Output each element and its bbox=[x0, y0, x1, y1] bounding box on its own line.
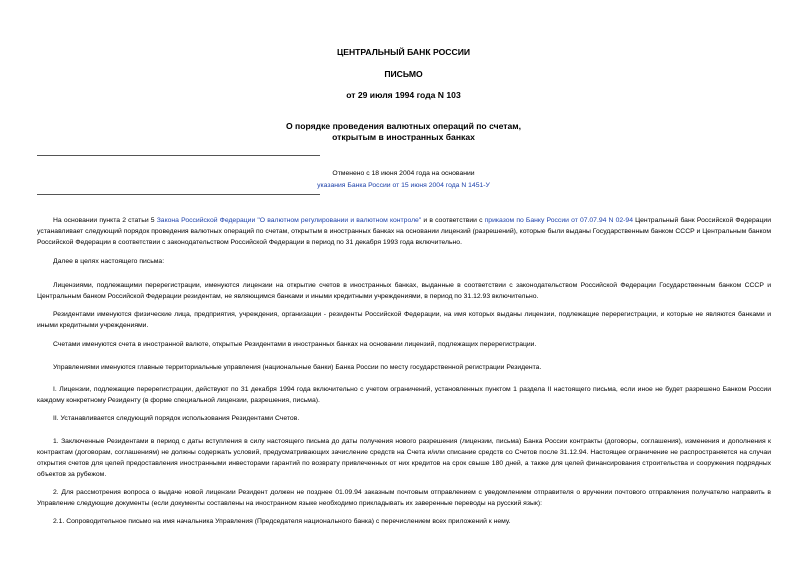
paragraph-intro bbox=[37, 215, 771, 248]
document-type-heading: ПИСЬМО bbox=[384, 69, 423, 79]
repeal-note-link-line bbox=[0, 180, 807, 191]
repeal-note-text: Отменено с 18 июня 2004 года на основании bbox=[332, 170, 475, 177]
paragraph-intro-text-a: На основании пункта 2 статьи 5 bbox=[53, 217, 157, 224]
paragraph-item-2-1: 2.1. Сопроводительное письмо на имя начальника Управления (Председателя национального банка) с перечислением всех приложений к нему. bbox=[53, 518, 511, 525]
paragraph-item-2: 2. Для рассмотрения вопроса о выдаче новой лицензии Резидент должен не позднее 01.09.94 заказным почтовым отправлением с уведомлением отправителя о вручении почтового отправления получателю направить в Управление следующие документы (если документы составлены на иностранном языке необходимо прикладывать их заверенные переводы на русский язык): bbox=[37, 489, 771, 507]
document-title-line-2: открытым в иностранных банках bbox=[332, 132, 475, 142]
paragraph-residents-definition: Резидентами именуются физические лица, предприятия, учреждения, организации - резиденты Российской Федерации, на имя которых выданы лицензии, подлежащие перерегистрации, и которые не являются банками и иными кредитными учреждениями. bbox=[37, 311, 771, 329]
paragraph-section-1: I. Лицензии, подлежащие перерегистрации, действуют по 31 декабря 1994 года включительно с учетом ограничений, установленных пунктом 1 раздела II настоящего письма, если иное не будет разрешено Банком России каждому конкретному Резиденту (в форме специальной лицензии, разрешения, письма). bbox=[37, 386, 771, 404]
paragraph-accounts-definition: Счетами именуются счета в иностранной валюте, открытые Резидентами в иностранных банках на основании лицензий, подлежащих перерегистрации. bbox=[53, 341, 537, 348]
paragraph-definitions-intro: Далее в целях настоящего письма: bbox=[53, 258, 165, 265]
document-title bbox=[0, 121, 807, 143]
bank-order-link[interactable]: приказом по Банку России от 07.07.94 N 02-94 bbox=[484, 217, 633, 224]
note-divider-bottom bbox=[37, 194, 320, 195]
paragraph-intro-text-b: и в соответствии с bbox=[421, 217, 485, 224]
note-divider-top bbox=[37, 155, 320, 156]
document-date-heading: от 29 июля 1994 года N 103 bbox=[346, 90, 461, 100]
issuer-heading: ЦЕНТРАЛЬНЫЙ БАНК РОССИИ bbox=[336, 47, 471, 57]
paragraph-section-2-heading: II. Устанавливается следующий порядок использования Резидентами Счетов. bbox=[53, 415, 300, 422]
currency-law-link[interactable]: Закона Российской Федерации "О валютном регулировании и валютном контроле" bbox=[156, 217, 422, 224]
paragraph-administrations-definition: Управлениями именуются главные территориальные управления (национальные банки) Банка России по месту государственной регистрации Резидента. bbox=[53, 364, 542, 371]
paragraph-item-1: 1. Заключенные Резидентами в период с даты вступления в силу настоящего письма до даты получения нового разрешения (лицензии, письма) Банка России контракты (договоры, соглашения), изменения и дополнения к контрактам (договорам, соглашениям) не должны содержать условий, предусматривающих зачисление средств на Счета и/или списание средств со Счетов после 31.12.94. Настоящее ограничение не распространяется на случаи открытия счетов для целей предоставления иностранными инвесторами гарантий по возврату привлеченных от них кредитов на срок свыше 180 дней, а также для целей финансирования строительства и сооружения подрядных объектов за рубежом. bbox=[37, 438, 771, 478]
paragraph-licenses-definition: Лицензиями, подлежащими перерегистрации, именуются лицензии на открытие счетов в иностранных банках, выданные в соответствии с законодательством Российской Федерации Государственным банком СССР и Центральным банком Российской Федерации резидентам, не являющимся банками и иными кредитными учреждениями, в период по 31.12.93 включительно. bbox=[37, 282, 771, 300]
repeal-directive-link[interactable]: указания Банка России от 15 июня 2004 года N 1451-У bbox=[317, 182, 490, 189]
paragraph-intro-text-c: Центральный банк Российской Федерации устанавливает следующий порядок проведения валютных операций по счетам, открытым в иностранных банках на основании лицензий (разрешений), которые были выданы Государственным банком СССР и Центральным банком Российской Федерации в соответствии с законодательством Российской Федерации в период по 31 декабря 1993 года включительно. bbox=[37, 217, 771, 246]
document-title-line-1: О порядке проведения валютных операций по счетам, bbox=[285, 121, 522, 131]
